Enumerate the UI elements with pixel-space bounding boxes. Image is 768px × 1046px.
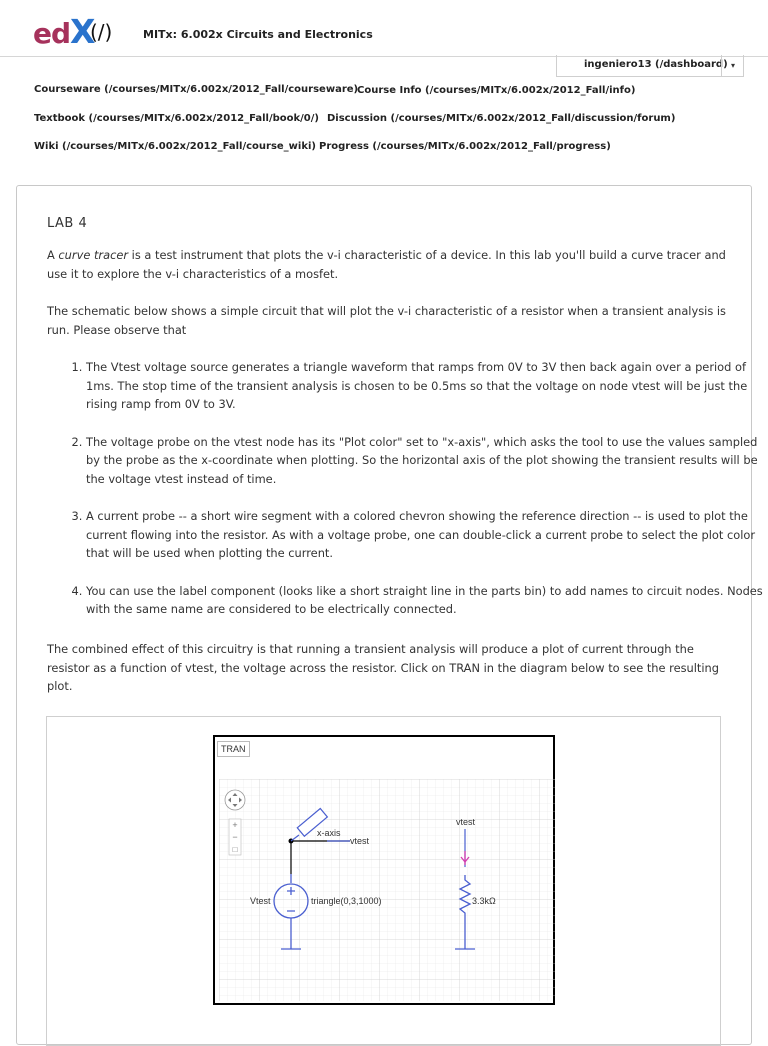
node-label-left: vtest	[350, 836, 370, 846]
source-name: Vtest	[250, 896, 271, 906]
zoom-fit-icon[interactable]: □	[232, 845, 238, 854]
grid-background	[219, 779, 555, 1001]
intro-paragraph	[47, 246, 727, 283]
course-title: MITx: 6.002x Circuits and Electronics	[143, 28, 373, 41]
intro-prefix: A	[47, 248, 59, 262]
nav-courseware[interactable]: Courseware (/courses/MITx/6.002x/2012_Fall/courseware)	[34, 84, 359, 95]
chevron-down-icon[interactable]: ▾	[721, 55, 744, 76]
list-item: 1. The Vtest voltage source generates a triangle waveform that ramps from 0V to 3V then back again over a period of 1ms. The stop time of the transient analysis is chosen to be 0.5ms so that the voltage on node vtest will be just the rising ramp from 0V to 3V.	[86, 358, 766, 414]
list-item: 4. You can use the label component (looks like a short straight line in the parts bin) to add names to circuit nodes. Nodes with the same name are considered to be electrically connected.	[86, 582, 766, 619]
intro-emphasis: curve tracer	[58, 248, 129, 262]
schematic-canvas[interactable]	[219, 779, 555, 1001]
logo-x: X	[70, 12, 95, 51]
top-bar	[0, 0, 768, 57]
probe-label: x-axis	[317, 828, 341, 838]
logo-ed: ed	[33, 17, 71, 50]
schematic-description: The schematic below shows a simple circuit that will plot the v-i characteristic of a resistor when a transient analysis is run. Please observe that	[47, 304, 726, 337]
source-value: triangle(0,3,1000)	[311, 896, 382, 906]
intro-rest: is a test instrument that plots the v-i characteristic of a device. In this lab you'll build a curve tracer and use it to explore the v-i characteristics of a mosfet.	[47, 248, 726, 281]
edx-logo[interactable]	[33, 12, 95, 51]
zoom-out-icon[interactable]: −	[232, 832, 238, 842]
node-label-right: vtest	[456, 817, 476, 827]
list-item: 3. A current probe -- a short wire segment with a colored chevron showing the reference direction -- is used to plot the current flowing into the resistor. As with a voltage probe, one can double-click a current probe to select the plot color that will be used when plotting the current.	[86, 507, 766, 563]
nav-course-info[interactable]: Course Info (/courses/MITx/6.002x/2012_Fall/info)	[357, 85, 636, 96]
tran-button[interactable]: TRAN	[217, 741, 250, 757]
zoom-controls	[229, 819, 241, 855]
steps-list	[47, 358, 766, 638]
nav-progress[interactable]: Progress (/courses/MITx/6.002x/2012_Fall/progress)	[319, 141, 611, 152]
user-menu[interactable]	[556, 55, 744, 77]
summary-paragraph: The combined effect of this circuitry is that running a transient analysis will produce a plot of current through the resistor as a function of vtest, the voltage across the resistor. Click on TRAN in the diagram below to see the resulting plot.	[47, 642, 719, 693]
logo-link[interactable]: (/)	[90, 20, 113, 44]
resistor-value: 3.3kΩ	[472, 896, 496, 906]
zoom-in-icon[interactable]: +	[232, 820, 238, 830]
pan-control-icon[interactable]	[225, 790, 245, 810]
schematic-editor[interactable]	[213, 735, 555, 1005]
list-item: 2. The voltage probe on the vtest node has its "Plot color" set to "x-axis", which asks the tool to use the values sampled by the probe as the x-coordinate when plotting. So the horizontal axis of the plot showing the transient results will be the voltage vtest instead of time.	[86, 433, 766, 489]
page-title: LAB 4	[47, 216, 88, 231]
nav-wiki[interactable]: Wiki (/courses/MITx/6.002x/2012_Fall/course_wiki)	[34, 141, 316, 152]
user-dashboard-link[interactable]: ingeniero13 (/dashboard)	[584, 59, 728, 70]
nav-textbook[interactable]: Textbook (/courses/MITx/6.002x/2012_Fall/book/0/)	[34, 113, 319, 124]
nav-discussion[interactable]: Discussion (/courses/MITx/6.002x/2012_Fall/discussion/forum)	[327, 113, 676, 124]
